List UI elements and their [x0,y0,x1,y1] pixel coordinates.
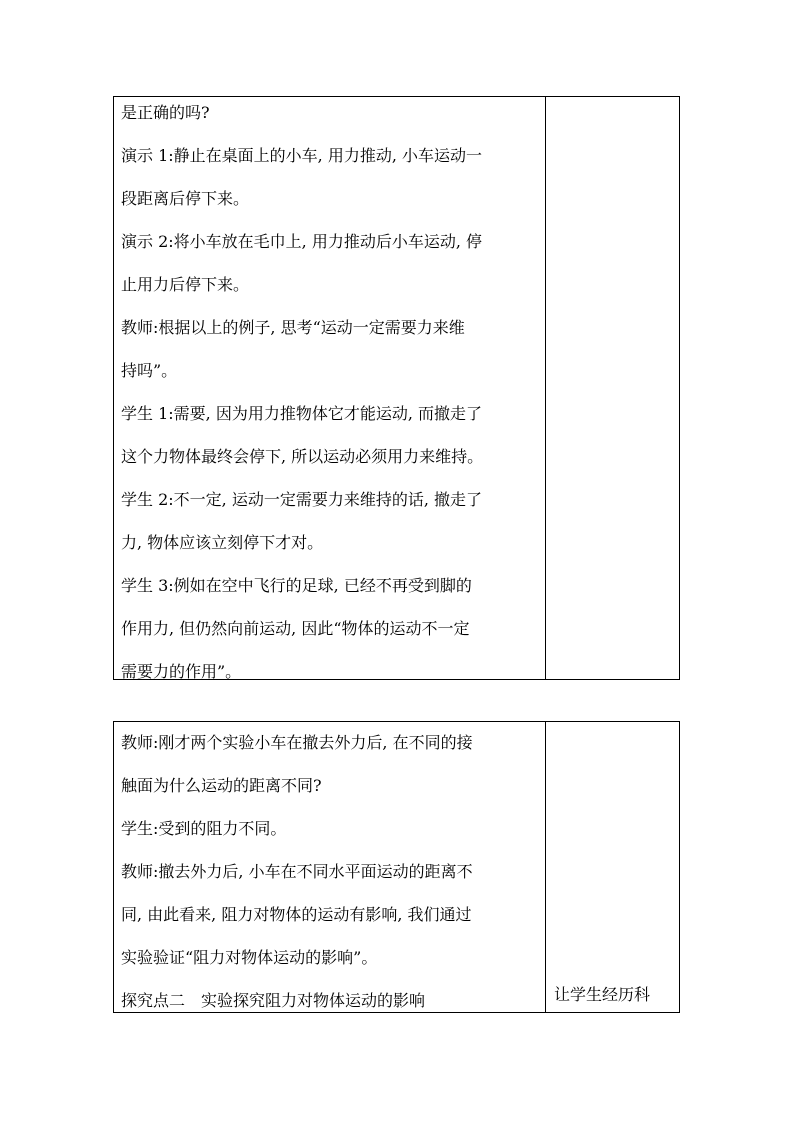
text-line: 探究点二 实验探究阻力对物体运动的影响 [121,991,426,1010]
text-line: 学生 1:需要, 因为用力推物体它才能运动, 而撤走了 [121,404,483,423]
text-line: 作用力, 但仍然向前运动, 因此“物体的运动不一定 [121,619,470,638]
lesson-table-1 [113,96,680,680]
text-line: 教师:根据以上的例子, 思考“运动一定需要力来维 [121,318,465,337]
text-line: 触面为什么运动的距离不同? [121,776,322,795]
notes-column [546,97,679,679]
text-line: 是正确的吗? [121,103,210,122]
text-line: 力, 物体应该立刻停下才对。 [121,533,324,552]
text-line: 止用力后停下来。 [121,275,250,294]
lesson-table-2 [113,721,680,1013]
notes-text: 让学生经历科 [554,985,651,1004]
text-line: 教师:刚才两个实验小车在撤去外力后, 在不同的接 [121,733,473,752]
text-line: 持吗”。 [121,361,178,380]
text-line: 同, 由此看来, 阻力对物体的运动有影响, 我们通过 [121,905,472,924]
text-line: 学生 2:不一定, 运动一定需要力来维持的话, 撤走了 [121,490,483,509]
text-line: 学生 3:例如在空中飞行的足球, 已经不再受到脚的 [121,576,472,595]
text-line: 教师:撤去外力后, 小车在不同水平面运动的距离不 [121,862,473,881]
text-line: 段距离后停下来。 [121,189,250,208]
content-column [114,722,546,1012]
content-column [114,97,546,679]
text-line: 需要力的作用”。 [121,662,242,681]
notes-column [546,722,679,1012]
text-line: 演示 1:静止在桌面上的小车, 用力推动, 小车运动一 [121,146,483,165]
text-line: 学生:受到的阻力不同。 [121,819,287,838]
text-line: 演示 2:将小车放在毛巾上, 用力推动后小车运动, 停 [121,232,483,251]
text-line: 实验验证“阻力对物体运动的影响”。 [121,948,378,967]
text-line: 这个力物体最终会停下, 所以运动必须用力来维持。 [121,447,484,466]
